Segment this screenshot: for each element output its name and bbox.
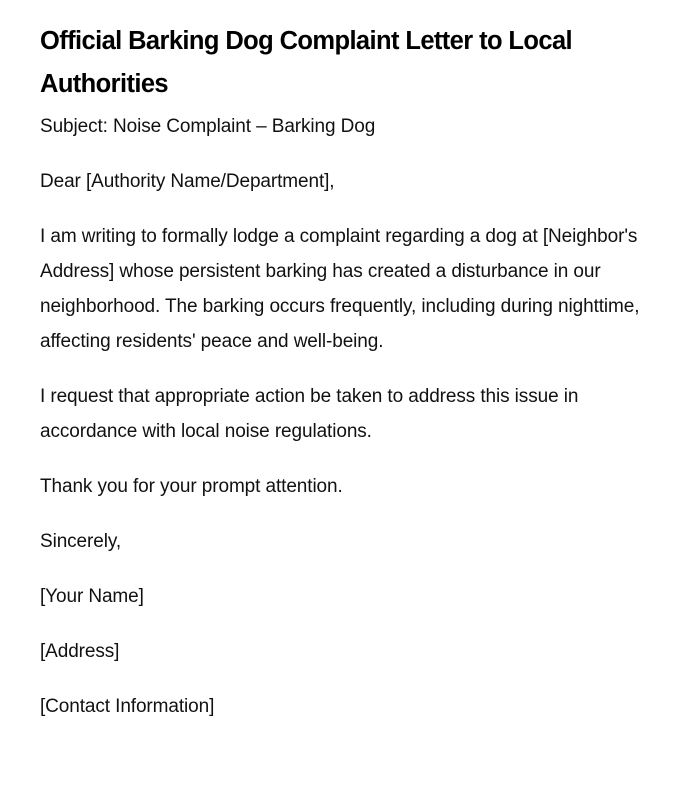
letter-subject: Subject: Noise Complaint – Barking Dog (40, 116, 376, 137)
signature-name: [Your Name] (40, 586, 144, 607)
letter-salutation: Dear [Authority Name/Department], (40, 171, 335, 192)
signature-address: [Address] (40, 641, 120, 662)
signature-contact: [Contact Information] (40, 696, 215, 717)
letter-body-paragraph: I am writing to formally lodge a complaint regarding a dog at [Neighbor's Address] whose persistent barking has created a disturbance in our neighborhood. The barking occurs frequently, including during nighttime, affecting residents' peace and well-being. (40, 226, 640, 352)
letter-body-paragraph: Thank you for your prompt attention. (40, 476, 343, 497)
letter-closing: Sincerely, (40, 531, 122, 552)
letter-title: Official Barking Dog Complaint Letter to Local Authorities (40, 27, 573, 98)
letter-body-paragraph: I request that appropriate action be taken to address this issue in accordance with local noise regulations. (40, 386, 579, 442)
